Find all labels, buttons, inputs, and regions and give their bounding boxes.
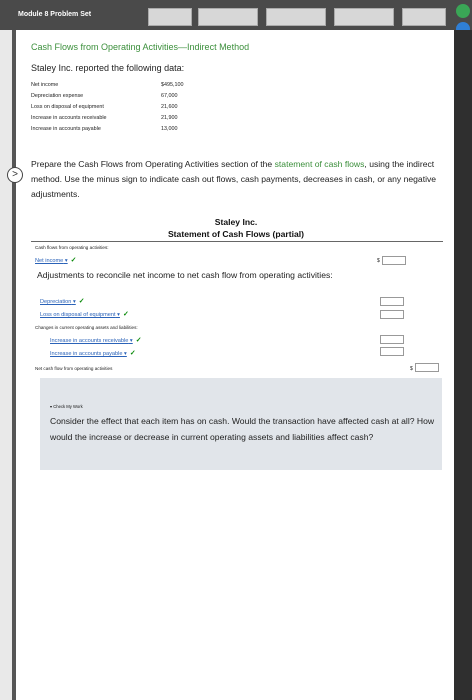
row-value: 67,000 — [161, 93, 178, 99]
feedback-text: Consider the effect that each item has on cash. Would the transaction have affected cash at all? How would the increase or decrease in current operating assets and liabilities affect cash? — [50, 416, 435, 442]
row-value: 21,900 — [161, 115, 178, 121]
ar-input[interactable] — [380, 335, 404, 344]
section-label: Cash flows from operating activities: — [35, 245, 109, 250]
statement-title: Statement of Cash Flows (partial) — [167, 229, 305, 239]
ar-select[interactable]: Increase in accounts receivable ▾ ✓ — [50, 337, 142, 344]
row-label: Depreciation expense — [31, 93, 84, 99]
depreciation-select[interactable]: Depreciation ▾ ✓ — [40, 298, 85, 305]
check-icon: ✓ — [70, 257, 77, 264]
row-value: $495,100 — [161, 82, 184, 88]
nav-tab-5[interactable] — [402, 8, 446, 26]
check-icon: ✓ — [135, 337, 142, 344]
statement-rule — [31, 241, 443, 242]
statement-company: Staley Inc. — [214, 217, 258, 227]
changes-label: Changes in current operating assets and liabilities: — [35, 325, 138, 330]
net-income-input[interactable] — [382, 256, 406, 265]
net-income-select[interactable]: Net income ▾ ✓ — [35, 257, 77, 264]
check-icon: ✓ — [122, 311, 129, 318]
row-label: Increase in accounts receivable — [31, 115, 107, 121]
select-label: Loss on disposal of equipment — [40, 312, 116, 318]
select-label: Increase in accounts receivable — [50, 338, 129, 344]
ap-select[interactable]: Increase in accounts payable ▾ ✓ — [50, 350, 136, 357]
adjustments-label: Adjustments to reconcile net income to net cash flow from operating activities: — [37, 270, 333, 280]
check-icon: ✓ — [129, 350, 136, 357]
select-label: Depreciation — [40, 299, 72, 305]
app-icon[interactable] — [456, 4, 470, 18]
depreciation-input[interactable] — [380, 297, 404, 306]
side-strip — [454, 30, 472, 700]
loss-select[interactable]: Loss on disposal of equipment ▾ ✓ — [40, 311, 129, 318]
top-bar — [0, 0, 472, 30]
prompt-text: Prepare the Cash Flows from Operating Activities section of the — [31, 159, 275, 169]
statement-link[interactable]: statement of cash flows — [274, 159, 365, 169]
check-my-work-label: Check My Work — [53, 404, 83, 409]
row-value: 13,000 — [161, 126, 178, 132]
select-label: Increase in accounts payable — [50, 351, 123, 357]
problem-heading: Cash Flows from Operating Activities—Indirect Method — [31, 42, 250, 52]
row-label: Loss on disposal of equipment — [31, 104, 104, 110]
nav-tab-2[interactable] — [198, 8, 258, 26]
row-label: Net income — [31, 82, 59, 88]
check-icon: ✓ — [78, 298, 85, 305]
loss-input[interactable] — [380, 310, 404, 319]
module-title: Module 8 Problem Set — [18, 11, 92, 18]
problem-prompt — [31, 157, 443, 202]
nav-tab-3[interactable] — [266, 8, 326, 26]
net-cash-label: Net cash flow from operating activities — [35, 366, 113, 371]
dollar-sign: $ — [377, 258, 380, 264]
row-label: Increase in accounts payable — [31, 126, 101, 132]
row-value: 21,600 — [161, 104, 178, 110]
check-my-work[interactable]: ▾ Check My Work — [50, 404, 83, 409]
nav-tab-4[interactable] — [334, 8, 394, 26]
problem-intro: Staley Inc. reported the following data: — [31, 63, 185, 73]
nav-tab-1[interactable] — [148, 8, 192, 26]
net-cash-input[interactable] — [415, 363, 439, 372]
dollar-sign: $ — [410, 366, 413, 372]
expand-arrow-icon[interactable]: > — [7, 167, 23, 183]
select-label: Net income — [35, 258, 64, 264]
prompt-text: , using the indirect method. Use the minus sign to indicate cash out flows, cash payments, decreases in cash, or any negative adjustments. — [31, 159, 437, 199]
ap-input[interactable] — [380, 347, 404, 356]
